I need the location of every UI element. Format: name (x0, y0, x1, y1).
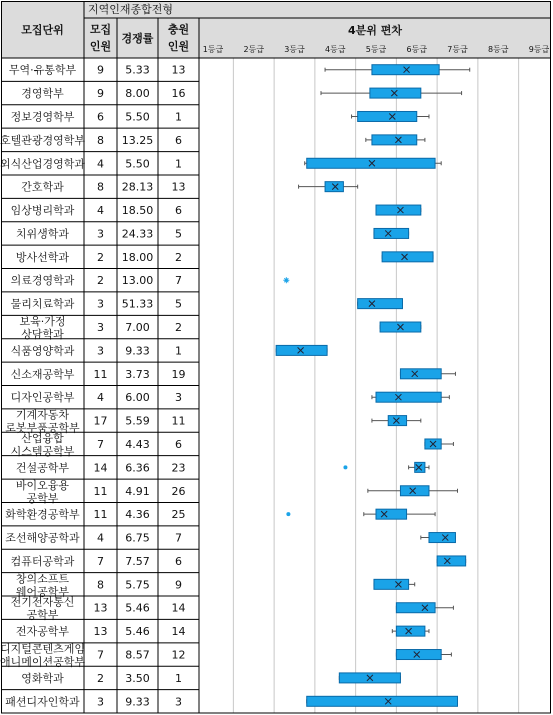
extra-value: 7 (175, 274, 182, 288)
unit-label: 시스템공학부 (10, 444, 75, 458)
quota-value: 7 (97, 437, 104, 451)
unit-label: 의료경영학과 (10, 274, 75, 288)
extra-value: 2 (175, 250, 182, 264)
unit-label: 임상병리학과 (10, 204, 75, 218)
extra-value: 11 (171, 414, 186, 428)
extra-value: 5 (175, 227, 182, 241)
unit-label: 로봇부품공학부 (5, 421, 80, 435)
header-unit: 모집단위 (21, 23, 64, 37)
quota-value: 2 (97, 671, 104, 685)
x-tick-label: 4등급 (324, 45, 346, 54)
iqr-box (370, 88, 421, 98)
iqr-box (400, 369, 441, 379)
iqr-box (307, 696, 458, 706)
x-tick-label: 5등급 (365, 45, 387, 54)
iqr-box (376, 509, 407, 519)
iqr-box (396, 603, 435, 613)
ratio-value: 6.36 (125, 461, 150, 475)
iqr-box (374, 228, 409, 238)
ratio-value: 9.33 (125, 695, 150, 709)
extra-value: 1 (175, 157, 182, 171)
quota-value: 4 (97, 531, 104, 545)
ratio-value: 5.50 (125, 157, 150, 171)
ratio-value: 51.33 (121, 297, 154, 311)
extra-value: 14 (171, 625, 186, 639)
ratio-value: 8.57 (125, 648, 150, 662)
header-group-title: 지역인재종합전형 (88, 3, 174, 16)
unit-label: 패션디자인학과 (5, 695, 80, 709)
quota-value: 3 (97, 227, 104, 241)
ratio-value: 5.59 (125, 414, 150, 428)
quota-value: 13 (93, 625, 108, 639)
unit-label: 기계자동차 (15, 408, 70, 422)
quota-value: 8 (97, 133, 104, 147)
quota-value: 3 (97, 297, 104, 311)
unit-label: 상담학과 (21, 328, 64, 342)
x-tick-labels (203, 45, 550, 54)
iqr-box (376, 205, 421, 215)
x-tick-label: 3등급 (284, 45, 305, 54)
outlier-point (286, 512, 290, 516)
unit-label: 신소재공학부 (10, 367, 75, 381)
extra-value: 7 (175, 531, 182, 545)
unit-label: 화학환경공학부 (5, 508, 80, 522)
ratio-value: 18.00 (121, 250, 154, 264)
x-tick-label: 1등급 (202, 45, 224, 54)
unit-label: 컴퓨터공학과 (10, 554, 75, 568)
extra-value: 13 (171, 63, 186, 77)
extra-value: 23 (171, 461, 186, 475)
quota-value: 13 (93, 601, 108, 615)
ratio-value: 3.50 (125, 671, 150, 685)
ratio-value: 28.13 (121, 180, 154, 194)
extra-value: 14 (171, 601, 186, 615)
iqr-box (415, 462, 425, 472)
extra-value: 19 (171, 367, 186, 381)
ratio-value: 13.25 (121, 133, 154, 147)
iqr-box (382, 252, 433, 262)
x-tick-label: 6등급 (406, 45, 428, 54)
extra-value: 6 (175, 133, 182, 147)
unit-label: 조선해양공학과 (5, 531, 80, 545)
iqr-box (325, 182, 343, 192)
extra-value: 6 (175, 554, 182, 568)
extra-value: 1 (175, 671, 182, 685)
unit-label: 무역·유통학부 (8, 63, 77, 77)
quota-value: 9 (97, 63, 104, 77)
extra-value: 1 (175, 110, 182, 124)
unit-label: 디자인공학부 (10, 391, 75, 405)
iqr-box (396, 650, 441, 660)
iqr-box (307, 158, 435, 168)
unit-label: 보육·가정 (19, 315, 66, 329)
quota-value: 17 (93, 414, 108, 428)
quota-value: 6 (97, 110, 104, 124)
extra-value: 16 (171, 87, 186, 101)
x-tick-label: 2등급 (243, 45, 265, 54)
ratio-value: 7.57 (125, 554, 150, 568)
unit-label: 간호학과 (21, 180, 64, 194)
x-tick-label: 8등급 (487, 45, 509, 54)
ratio-value: 6.00 (125, 391, 150, 405)
iqr-box (276, 345, 327, 355)
extra-value: 1 (175, 344, 182, 358)
quota-value: 4 (97, 157, 104, 171)
quota-value: 7 (97, 648, 104, 662)
ratio-value: 4.36 (125, 508, 150, 522)
iqr-box (358, 111, 417, 121)
header-quota-line2: 인원 (89, 40, 112, 53)
chart-title: 4분위 편차 (348, 24, 402, 37)
ratio-value: 6.75 (125, 531, 150, 545)
iqr-box (437, 556, 466, 566)
quota-value: 3 (97, 344, 104, 358)
extra-value: 6 (175, 437, 182, 451)
ratio-value: 8.00 (125, 87, 150, 101)
iqr-box (376, 392, 441, 402)
extra-value: 26 (171, 484, 186, 498)
ratio-value: 4.91 (125, 484, 150, 498)
extra-value: 2 (175, 321, 182, 335)
extra-value: 6 (175, 204, 182, 218)
quota-value: 14 (93, 461, 108, 475)
header-extra-line1: 충원 (167, 23, 190, 36)
iqr-box (400, 486, 429, 496)
quota-value: 3 (97, 321, 104, 335)
outlier-point (343, 465, 347, 469)
unit-label: 웨어공학부 (15, 585, 70, 599)
unit-label: 정보경영학부 (10, 110, 75, 124)
header-quota-line1: 모집 (89, 23, 112, 36)
quota-value: 7 (97, 554, 104, 568)
unit-label: 경영학부 (21, 87, 64, 101)
header-ratio: 경쟁률 (121, 32, 154, 45)
quota-value: 8 (97, 578, 104, 592)
unit-label: 애니메이션공학부 (0, 655, 86, 669)
extra-value: 3 (175, 391, 182, 405)
quota-value: 11 (93, 508, 108, 522)
iqr-box (372, 65, 439, 75)
ratio-value: 5.46 (125, 625, 150, 639)
quota-value: 8 (97, 180, 104, 194)
iqr-box (372, 135, 417, 145)
unit-label: 호텔관광경영학부 (0, 133, 86, 147)
ratio-value: 24.33 (121, 227, 154, 241)
quota-value: 4 (97, 391, 104, 405)
extra-value: 9 (175, 578, 182, 592)
iqr-box (396, 626, 425, 636)
unit-label: 치위생학과 (15, 227, 70, 241)
extra-value: 12 (171, 648, 186, 662)
iqr-box (429, 533, 455, 543)
iqr-box (358, 299, 403, 309)
extra-value: 13 (171, 180, 186, 194)
ratio-value: 9.33 (125, 344, 150, 358)
unit-label: 디지털콘텐츠게임 (0, 642, 86, 656)
unit-label: 외식산업경영학과 (0, 157, 86, 171)
quota-value: 4 (97, 204, 104, 218)
ratio-value: 3.73 (125, 367, 150, 381)
ratio-value: 13.00 (121, 274, 154, 288)
ratio-value: 5.50 (125, 110, 150, 124)
quota-value: 9 (97, 87, 104, 101)
quota-value: 2 (97, 274, 104, 288)
iqr-box (388, 416, 406, 426)
ratio-value: 5.46 (125, 601, 150, 615)
quota-value: 11 (93, 367, 108, 381)
unit-label: 공학부 (26, 491, 59, 505)
ratio-value: 18.50 (121, 204, 154, 218)
extra-value: 3 (175, 695, 182, 709)
x-tick-label: 9등급 (528, 45, 550, 54)
unit-label: 방사선학과 (15, 250, 70, 264)
quota-value: 2 (97, 250, 104, 264)
unit-label: 건설공학부 (15, 461, 70, 475)
header-extra-line2: 인원 (167, 40, 190, 53)
unit-label: 전기전자통신 (10, 595, 75, 609)
unit-label: 물리치료학과 (10, 297, 75, 311)
unit-label: 바이오융용 (15, 478, 70, 492)
unit-label: 영화학과 (21, 671, 64, 685)
quota-value: 3 (97, 695, 104, 709)
iqr-box (374, 579, 409, 589)
unit-label: 창의소프트 (15, 572, 70, 586)
unit-label: 공학부 (26, 608, 59, 622)
unit-label: 전자공학부 (15, 625, 70, 639)
x-tick-label: 7등급 (447, 45, 468, 54)
unit-label: 산업융합 (21, 431, 64, 445)
ratio-value: 5.75 (125, 578, 150, 592)
extra-value: 5 (175, 297, 182, 311)
quota-value: 11 (93, 484, 108, 498)
extra-value: 25 (171, 508, 186, 522)
unit-label: 식품영양학과 (10, 344, 75, 358)
ratio-value: 4.43 (125, 437, 150, 451)
ratio-value: 5.33 (125, 63, 150, 77)
ratio-value: 7.00 (125, 321, 150, 335)
